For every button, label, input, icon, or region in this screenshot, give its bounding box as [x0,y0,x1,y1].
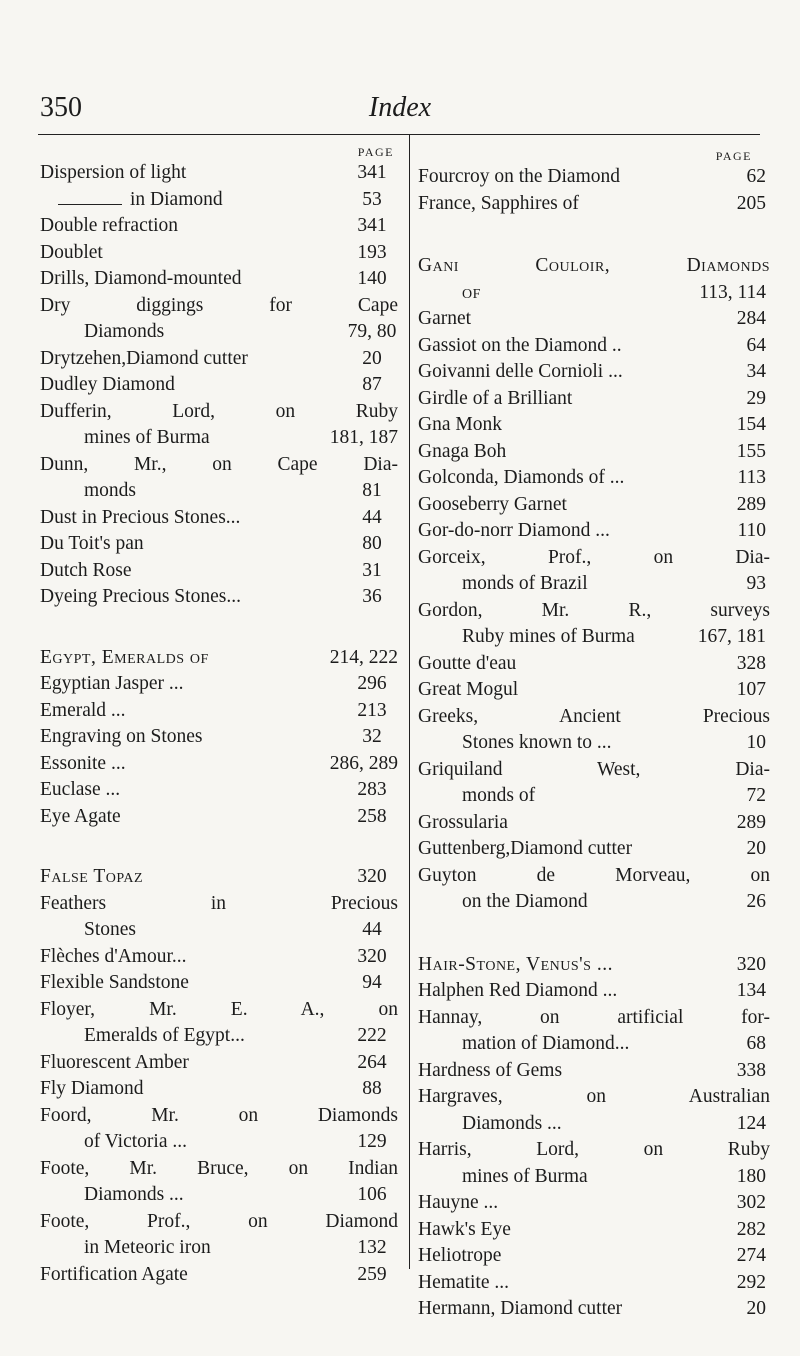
entry-text: Ruby mines of Burma [462,626,635,647]
entry-page: 20 [362,347,382,369]
entry-page: 87 [362,374,382,395]
index-entry [418,836,770,863]
entry-text: Hardness of Gems [418,1059,563,1081]
entry-page: 107 [736,679,766,700]
entry-page: 167, 181 [697,626,766,647]
index-entry [418,810,770,837]
entry-page: 134 [736,980,766,1001]
entry-text: Dunn, Mr., on Cape Dia- [40,453,398,475]
index-entry [40,864,398,891]
entry-page: 284 [736,308,766,329]
entry-page: 289 [736,493,766,515]
index-entry [40,293,398,346]
index-group-f-cont [418,164,770,217]
entry-text: Stones [84,919,137,940]
index-entry [418,164,770,191]
entry-page: 44 [362,506,382,528]
index-entry [418,651,770,678]
entry-page: 283 [357,779,387,800]
index-group-d [40,160,398,611]
entry-page: 32 [362,726,382,747]
entry-page: 289 [736,811,766,833]
entry-text: Drytzehen,Diamond cutter [40,347,248,369]
index-entry [40,777,398,804]
entry-text: Fly Diamond [40,1078,144,1099]
entry-page: 113 [737,467,766,488]
index-entry [40,671,398,698]
entry-page: 302 [736,1192,766,1213]
index-entry [418,306,770,333]
entry-text: Golconda, Diamonds of ... [418,467,625,488]
entry-text: Essonite ... [40,752,126,774]
index-entry [40,1156,398,1209]
index-entry [418,518,770,545]
index-entry [418,1190,770,1217]
page-number: 350 [40,92,82,123]
entry-page: 72 [746,785,766,806]
index-group-e [40,645,398,831]
entry-page: 193 [357,241,387,263]
entry-page: 180 [736,1165,766,1187]
index-entry [40,187,398,214]
entry-text: Foote, Mr. Bruce, on Indian [40,1157,398,1179]
entry-text: Floyer, Mr. E. A., on [40,998,398,1020]
entry-page: 62 [746,166,766,187]
entry-text: Gorceix, Prof., on Dia- [418,546,770,568]
entry-text: of [462,281,481,303]
index-entry [40,698,398,725]
entry-text: Emeralds of Egypt... [84,1025,245,1046]
entry-text: Hauyne ... [418,1192,499,1213]
entry-text: Gani Couloir, Diamonds [418,255,770,276]
index-entry [418,1005,770,1058]
entry-page: 205 [736,192,766,214]
entry-page: 132 [357,1237,387,1258]
index-entry [40,1076,398,1103]
entry-text: Doublet [40,241,103,263]
entry-text: Engraving on Stones [40,726,203,747]
entry-page: 264 [357,1051,387,1073]
entry-page: 26 [746,891,766,912]
entry-text: Euclase ... [40,779,121,800]
entry-page: 296 [357,673,387,694]
index-entry [418,386,770,413]
entry-page: 81 [362,480,382,501]
entry-text: on the Diamond [462,891,588,912]
entry-text: France, Sapphires of [418,192,579,214]
index-entry [418,1217,770,1244]
entry-text: Gnaga Boh [418,440,507,462]
index-entry [418,978,770,1005]
index-entry [40,970,398,997]
index-entry [40,891,398,944]
entry-page: 259 [357,1263,387,1285]
index-entry [40,266,398,293]
entry-page: 328 [736,652,766,674]
entry-text: mines of Burma [84,427,210,448]
entry-page: 31 [362,559,382,581]
index-entry [40,1209,398,1262]
entry-text: mines of Burma [462,1165,588,1187]
entry-text: Halphen Red Diamond ... [418,980,618,1001]
index-entry [418,1270,770,1297]
entry-page: 320 [736,953,766,975]
entry-page: 338 [736,1059,766,1081]
column-divider [409,134,410,1269]
entry-page: 320 [357,945,387,967]
index-group-f [40,864,398,1288]
entry-text: Drills, Diamond-mounted [40,268,242,289]
entry-text: Dufferin, Lord, on Ruby [40,400,398,422]
entry-page: 286, 289 [329,752,398,774]
entry-text: Dust in Precious Stones... [40,506,241,528]
entry-text: Egypt, Emeralds of [40,646,209,668]
entry-page: 341 [357,215,387,236]
index-entry [418,677,770,704]
index-group-h [418,952,770,1323]
entry-text: Dry diggings for Cape [40,294,398,316]
entry-text: Gna Monk [418,414,502,435]
entry-page: 282 [736,1218,766,1240]
entry-text: Foord, Mr. on Diamonds [40,1104,398,1126]
index-entry [40,558,398,585]
index-entry [40,751,398,778]
entry-page: 80 [362,533,382,554]
index-entry [40,531,398,558]
entry-page: 292 [736,1271,766,1293]
entry-page: 10 [746,732,766,753]
entry-page: 124 [736,1112,766,1134]
entry-text: Gassiot on the Diamond .. [418,334,622,356]
entry-page: 155 [736,440,766,462]
entry-page: 53 [362,188,382,210]
entry-page: 20 [746,838,766,859]
entry-text: Harris, Lord, on Ruby [418,1139,770,1160]
entry-page: 214, 222 [329,646,398,668]
index-entry [418,1084,770,1137]
entry-text: Dudley Diamond [40,374,175,395]
index-entry [40,240,398,267]
entry-text: Egyptian Jasper ... [40,673,184,694]
index-entry [418,359,770,386]
entry-page: 213 [357,699,387,721]
entry-text: Dyeing Precious Stones... [40,586,241,607]
entry-page: 64 [746,334,766,356]
entry-text: Hawk's Eye [418,1218,511,1240]
entry-text: Fluorescent Amber [40,1051,189,1073]
index-entry [418,1296,770,1323]
entry-page: 88 [362,1078,382,1099]
entry-page: 113, 114 [699,281,766,303]
running-title: Index [368,92,432,123]
right-column [418,140,770,1323]
entry-page: 79, 80 [347,321,397,342]
index-entry [40,1103,398,1156]
index-entry [40,346,398,373]
entry-page: 320 [357,866,387,887]
entry-page: 44 [362,919,382,940]
entry-page: 274 [736,1245,766,1266]
entry-text: Feathers in Precious [40,892,398,914]
entry-text: Gooseberry Garnet [418,493,567,515]
entry-text: Hannay, on artificial for- [418,1006,770,1028]
index-entry [40,1050,398,1077]
entry-page: 140 [357,268,387,289]
entry-text: Guttenberg,Diamond cutter [418,838,633,859]
entry-text: Flexible Sandstone [40,972,189,993]
entry-page: 36 [362,586,382,607]
index-entry [418,412,770,439]
index-group-g [418,253,770,916]
entry-text: Great Mogul [418,679,519,700]
entry-page: 94 [362,972,382,993]
entry-text: Goivanni delle Cornioli ... [418,361,623,382]
left-column [40,140,398,1288]
entry-text: in Meteoric iron [84,1237,211,1258]
entry-text: Flèches d'Amour... [40,945,187,967]
page-column-label: PAGE [715,149,752,163]
index-entry [418,492,770,519]
index-entry [418,863,770,916]
entry-page: 29 [746,387,766,409]
entry-text: Goutte d'eau [418,652,517,674]
entry-text: Girdle of a Brilliant [418,387,573,409]
entry-text: Dispersion of light [40,162,187,183]
entry-text: mation of Diamond... [462,1033,630,1054]
index-entry [418,952,770,979]
entry-page: 341 [357,162,387,183]
index-entry [418,545,770,598]
index-entry [40,399,398,452]
entry-text: Foote, Prof., on Diamond [40,1210,398,1232]
entry-text: Greeks, Ancient Precious [418,705,770,727]
entry-page: 129 [357,1131,387,1152]
repeat-dash [58,204,122,205]
index-entry [40,160,398,187]
entry-page: 258 [357,805,387,827]
entry-text: Dutch Rose [40,559,132,581]
index-entry [418,757,770,810]
index-entry [418,704,770,757]
index-entry [418,191,770,218]
index-entry [40,505,398,532]
entry-text: Emerald ... [40,699,126,721]
entry-text: of Victoria ... [84,1131,187,1152]
index-entry [40,213,398,240]
entry-page: 181, 187 [329,427,398,448]
entry-text: Du Toit's pan [40,533,144,554]
entry-text: monds of [462,785,536,806]
entry-text: Gor-do-norr Diamond ... [418,520,610,541]
entry-text: Fourcroy on the Diamond [418,166,621,187]
entry-text: Heliotrope [418,1245,502,1266]
entry-text: Diamonds ... [462,1112,562,1134]
entry-text: monds [84,480,137,501]
entry-text: Guyton de Morveau, on [418,864,770,886]
entry-text: Double refraction [40,215,179,236]
page-column-label: PAGE [357,145,394,159]
entry-text: Gordon, Mr. R., surveys [418,599,770,621]
index-entry [418,439,770,466]
index-entry [40,804,398,831]
entry-page: 93 [746,573,766,594]
entry-page: 34 [746,361,766,382]
entry-text: Grossularia [418,811,508,833]
index-entry [40,584,398,611]
entry-text: Diamonds [84,321,165,342]
index-entry [40,1262,398,1289]
index-entry [418,253,770,306]
index-entry [40,372,398,399]
entry-text: False Topaz [40,866,144,887]
index-entry [40,944,398,971]
entry-page: 222 [357,1025,387,1046]
entry-text: Griquiland West, Dia- [418,758,770,780]
index-entry [40,452,398,505]
entry-page: 68 [746,1033,766,1054]
entry-text: Diamonds ... [84,1184,184,1205]
entry-text: Fortification Agate [40,1263,188,1285]
index-entry [40,997,398,1050]
entry-text: Hermann, Diamond cutter [418,1298,623,1319]
index-entry [418,598,770,651]
entry-text: Eye Agate [40,805,121,827]
entry-text: Hematite ... [418,1271,509,1293]
entry-text: monds of Brazil [462,573,588,594]
index-entry [418,1137,770,1190]
index-entry [418,465,770,492]
entry-page: 20 [746,1298,766,1319]
entry-text: Hair-Stone, Venus's ... [418,953,613,975]
index-entry [418,1243,770,1270]
index-entry [418,333,770,360]
entry-text: Garnet [418,308,472,329]
index-entry [40,724,398,751]
entry-text: Stones known to ... [462,732,612,753]
entry-page: 106 [357,1184,387,1205]
index-entry [418,1058,770,1085]
entry-text: in Diamond [130,188,223,210]
entry-page: 110 [737,520,766,541]
entry-page: 154 [736,414,766,435]
entry-text: Hargraves, on Australian [418,1086,770,1107]
header-rule [38,134,760,135]
index-entry [40,645,398,672]
